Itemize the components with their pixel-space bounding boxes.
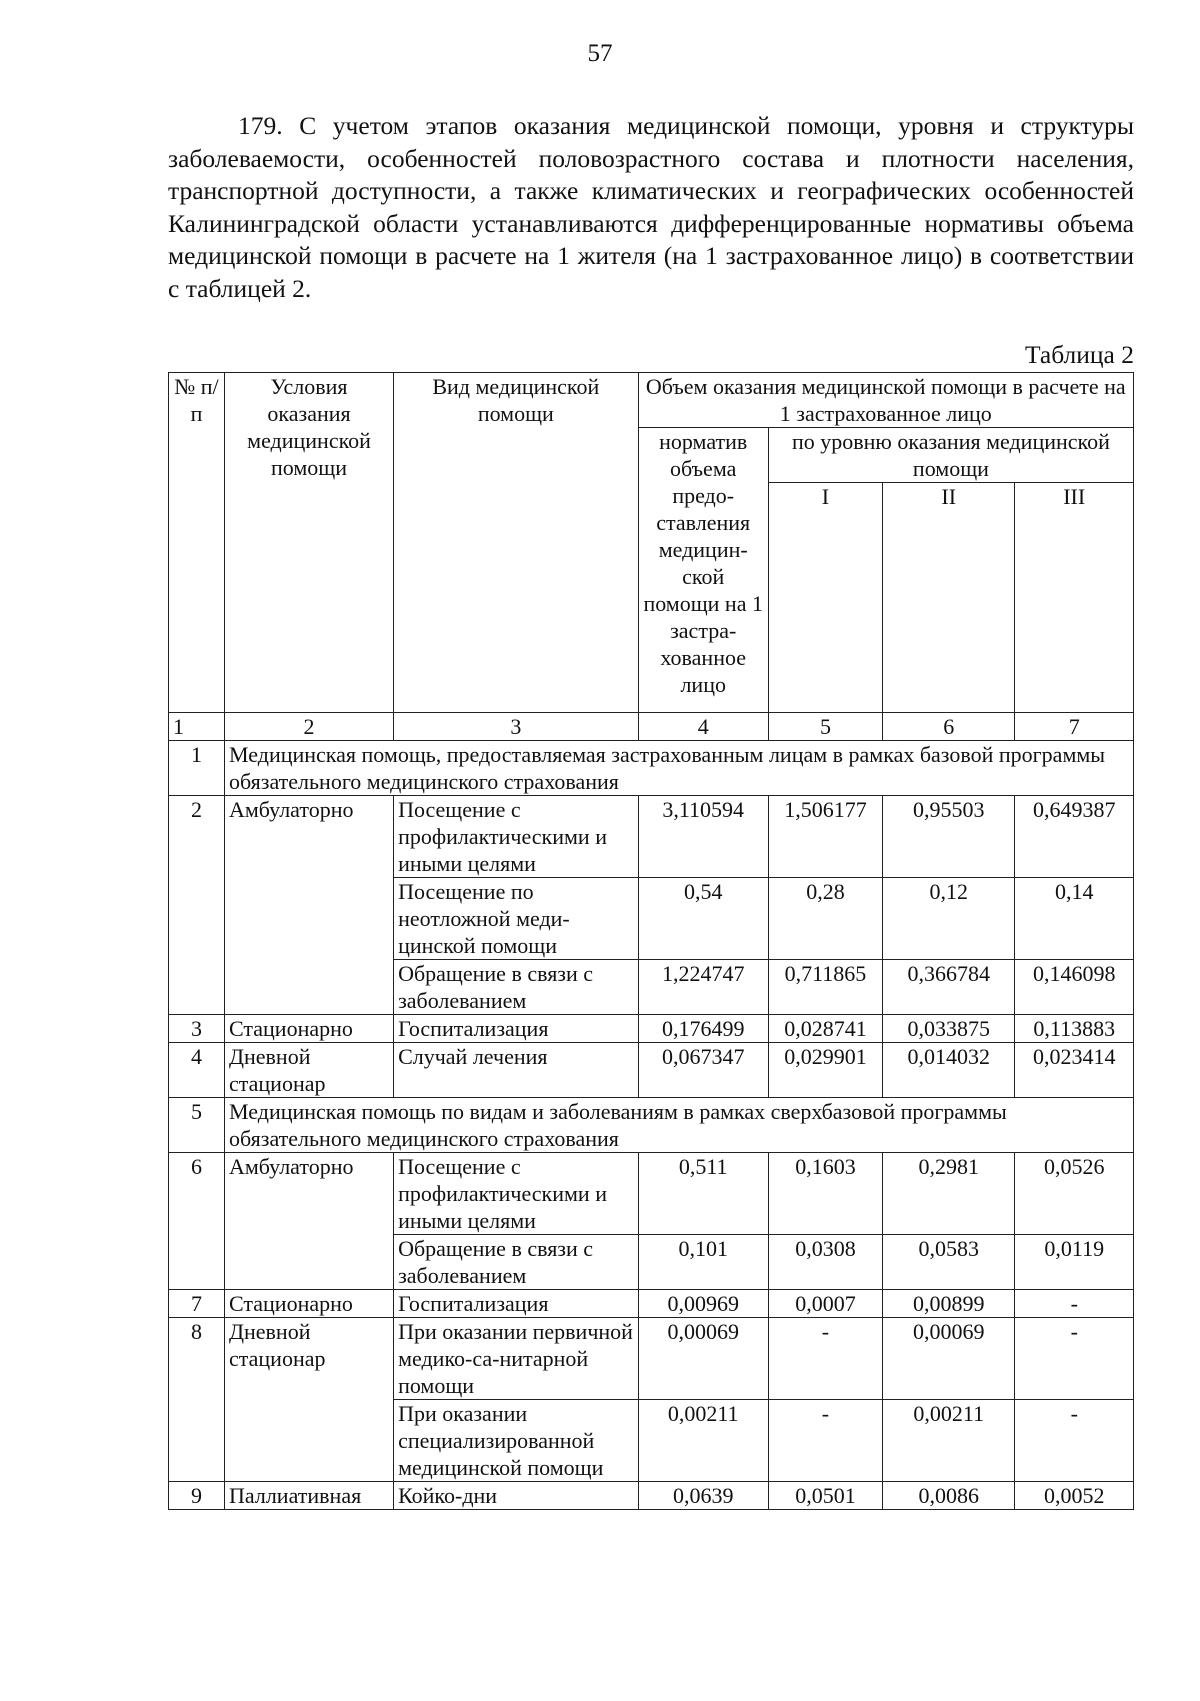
section-title: Медицинская помощь по видам и заболеваниям в рамках сверхбазовой программы обязательного медицинского страхования [225, 1098, 1134, 1153]
row-norm: 3,110594 [638, 796, 768, 878]
table-row [169, 796, 1134, 878]
row-type: Госпитализация [394, 1015, 638, 1043]
row-type: Обращение в связи с заболеванием [394, 1235, 638, 1290]
column-number-row [169, 713, 1134, 741]
header-level-3: III [1015, 483, 1134, 713]
row-level-3: - [1015, 1290, 1134, 1318]
row-norm: 0,00069 [638, 1318, 768, 1400]
row-number: 1 [169, 741, 225, 796]
row-level-1: 0,1603 [768, 1153, 882, 1235]
row-number: 3 [169, 1015, 225, 1043]
row-norm: 0,511 [638, 1153, 768, 1235]
row-level-3: 0,14 [1015, 878, 1134, 960]
table-row [169, 1482, 1134, 1510]
row-level-3: - [1015, 1400, 1134, 1482]
table-row [169, 1290, 1134, 1318]
paragraph-179: 179. С учетом этапов оказания медицинской помощи, уровня и структуры заболеваемости, особенностей половозрастного состава и плотности населения, транспортной доступности, а также климатических и географических особенностей Калининградской области устанавливаются дифференцированные нормативы объема медицинской помощи в расчете на 1 жителя (на 1 застрахованное лицо) в соответствии с таблицей 2. [168, 111, 1134, 303]
section-row [169, 1098, 1134, 1153]
table-caption: Таблица 2 [1024, 340, 1134, 369]
header-type: Вид медицинской помощи [394, 373, 638, 713]
row-norm: 0,067347 [638, 1043, 768, 1098]
row-conditions: Амбулаторно [225, 1153, 394, 1290]
row-level-1: - [768, 1318, 882, 1400]
norms-table [168, 372, 1134, 1510]
row-level-3: 0,0052 [1015, 1482, 1134, 1510]
column-number: 2 [225, 713, 394, 741]
header-level-1: I [768, 483, 882, 713]
row-level-1: 0,029901 [768, 1043, 882, 1098]
row-conditions: Стационарно [225, 1290, 394, 1318]
row-type: Посещение по неотложной меди-цинской помощи [394, 878, 638, 960]
row-level-3: - [1015, 1318, 1134, 1400]
row-level-1: 0,28 [768, 878, 882, 960]
table-row [169, 1153, 1134, 1235]
row-type: При оказании первичной медико-са-нитарной помощи [394, 1318, 638, 1400]
table-row [169, 1015, 1134, 1043]
row-number: 2 [169, 796, 225, 1015]
row-level-3: 0,0119 [1015, 1235, 1134, 1290]
row-type: Обращение в связи с заболеванием [394, 960, 638, 1015]
row-level-1: 0,0501 [768, 1482, 882, 1510]
row-conditions: Дневной стационар [225, 1043, 394, 1098]
section-row [169, 741, 1134, 796]
row-level-2: 0,00899 [883, 1290, 1015, 1318]
row-level-2: 0,12 [883, 878, 1015, 960]
row-norm: 0,00969 [638, 1290, 768, 1318]
row-type: Койко-дни [394, 1482, 638, 1510]
table-row [169, 1043, 1134, 1098]
row-level-1: 0,028741 [768, 1015, 882, 1043]
row-norm: 0,176499 [638, 1015, 768, 1043]
column-number: 7 [1015, 713, 1134, 741]
row-level-1: - [768, 1400, 882, 1482]
header-level-2: II [883, 483, 1015, 713]
row-level-3: 0,0526 [1015, 1153, 1134, 1235]
header-volume: Объем оказания медицинской помощи в расчете на 1 застрахованное лицо [638, 373, 1133, 428]
row-type: Госпитализация [394, 1290, 638, 1318]
row-level-2: 0,95503 [883, 796, 1015, 878]
row-level-3: 0,146098 [1015, 960, 1134, 1015]
row-number: 6 [169, 1153, 225, 1290]
row-level-3: 0,649387 [1015, 796, 1134, 878]
row-conditions: Паллиативная [225, 1482, 394, 1510]
header-by-level: по уровню оказания медицинской помощи [768, 428, 1133, 483]
row-type: Посещение с профилактическими и иными целями [394, 796, 638, 878]
table-row [169, 1318, 1134, 1400]
header-row-1 [169, 373, 1134, 428]
row-level-2: 0,014032 [883, 1043, 1015, 1098]
row-type: При оказании специализированной медицинской помощи [394, 1400, 638, 1482]
header-num: № п/п [169, 373, 225, 713]
row-level-2: 0,0086 [883, 1482, 1015, 1510]
row-level-2: 0,0583 [883, 1235, 1015, 1290]
row-conditions: Амбулаторно [225, 796, 394, 1015]
row-number: 8 [169, 1318, 225, 1482]
header-norm: норматив объема предо-ставления медицин-ской помощи на 1 застра-хованное лицо [638, 428, 768, 713]
row-number: 4 [169, 1043, 225, 1098]
row-level-2: 0,2981 [883, 1153, 1015, 1235]
row-conditions: Дневной стационар [225, 1318, 394, 1482]
row-level-2: 0,00211 [883, 1400, 1015, 1482]
row-number: 5 [169, 1098, 225, 1153]
row-norm: 0,0639 [638, 1482, 768, 1510]
row-level-1: 0,0308 [768, 1235, 882, 1290]
row-norm: 0,54 [638, 878, 768, 960]
column-number: 5 [768, 713, 882, 741]
row-type: Случай лечения [394, 1043, 638, 1098]
row-level-3: 0,113883 [1015, 1015, 1134, 1043]
column-number: 3 [394, 713, 638, 741]
row-number: 9 [169, 1482, 225, 1510]
row-level-3: 0,023414 [1015, 1043, 1134, 1098]
header-conditions: Условия оказания медицинской помощи [225, 373, 394, 713]
row-number: 7 [169, 1290, 225, 1318]
row-level-1: 1,506177 [768, 796, 882, 878]
column-number: 4 [638, 713, 768, 741]
row-level-1: 0,0007 [768, 1290, 882, 1318]
row-level-2: 0,033875 [883, 1015, 1015, 1043]
row-norm: 0,00211 [638, 1400, 768, 1482]
row-conditions: Стационарно [225, 1015, 394, 1043]
row-level-2: 0,366784 [883, 960, 1015, 1015]
row-level-2: 0,00069 [883, 1318, 1015, 1400]
page-number: 57 [587, 40, 613, 67]
column-number: 1 [169, 713, 225, 741]
row-norm: 1,224747 [638, 960, 768, 1015]
row-type: Посещение с профилактическими и иными целями [394, 1153, 638, 1235]
section-title: Медицинская помощь, предоставляемая застрахованным лицам в рамках базовой программы обязательного медицинского страхования [225, 741, 1134, 796]
row-level-1: 0,711865 [768, 960, 882, 1015]
column-number: 6 [883, 713, 1015, 741]
row-norm: 0,101 [638, 1235, 768, 1290]
